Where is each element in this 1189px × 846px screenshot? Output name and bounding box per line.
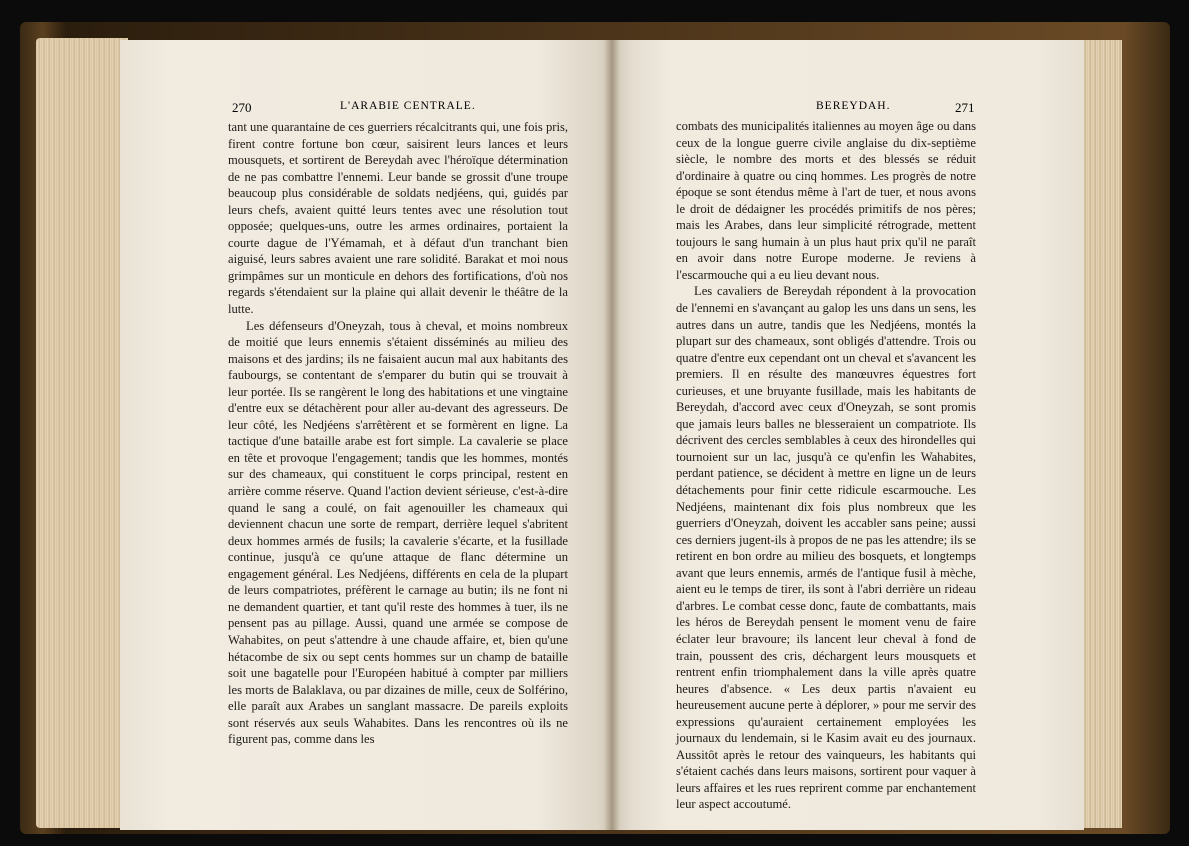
left-page-number: 270 [232,100,252,115]
right-page [612,40,1084,830]
right-paragraph-1: combats des municipalités italiennes au moyen âge ou dans ceux de la longue guerre civile anglaise du dix-septième siècle, le nombre des morts et des blessés se réduit d'ordinaire à quatre ou cinq hommes. Les progrès de notre époque se sont étendus même à l'art de tuer, et nous avons le droit de dédaigner les procédés primitifs de nos pères; mais les Arabes, dans leur simplicité rétrograde, mettent toujours le sang humain à un plus haut prix qu'il ne paraît en avoir dans notre Europe moderne. Je reviens à l'escarmouche qui a eu lieu devant nous. [676,119,976,282]
left-page-edges [36,38,128,828]
left-page-body [228,119,568,748]
right-page-number: 271 [955,100,975,115]
right-paragraph-2: Les cavaliers de Bereydah répondent à la provocation de l'ennemi en s'avançant au galop les uns dans un sens, les autres dans un autre, tandis que les Nedjéens, montés la plupart sur des chameaux, sont obligés d'attendre. Trois ou quatre d'entre eux cependant ont un cheval et s'avancent les premiers. Il en résulte des manœuvres équestres fort curieuses, et une bruyante fusillade, mais les habitants de Bereydah, d'accord avec ceux d'Oneyzah, se sont promis que jamais leurs balles ne blesseraient un compatriote. Ils décrivent des cercles semblables à ceux des hirondelles qui tournoient sur un lac, jusqu'à ce qu'enfin les Wahabites, perdant patience, se décident à mettre en ligne un de leurs détachements pour finir cette ridicule escarmouche. Les Nedjéens, maintenant dix fois plus nombreux que les guerriers d'Oneyzah, doivent les accabler sans peine; aussi ces derniers jugent-ils à propos de ne pas les attendre; ils se retirent en bon ordre au milieu des bosquets, et longtemps avant que leurs ennemis, armés de l'antique fusil à mèche, aient eu le temps de tirer, ils sont à l'abri derrière un rideau d'arbres. Le combat cesse donc, faute de combattants, mais les héros de Bereydah pensent le moment venu de faire éclater leur bravoure; ils lancent leur cheval à fond de train, poussent des cris, déchargent leurs mousquets et rentrent enfin triomphalement dans la ville après quatre heures d'absence. « Les deux partis n'avaient eu heureusement aucune perte à déplorer, » pour me servir des expressions qu'auraient certainement employées les journaux du lendemain, si le Kasim avait eu des journaux. Aussitôt après le retour des vainqueurs, les habitants qui s'étaient cachés dans leurs maisons, sortirent pour vaquer à leurs affaires et les rues reprirent comme par enchantement leur aspect accoutumé. [676,284,976,812]
left-running-head: L'ARABIE CENTRALE. [340,100,476,112]
left-paragraph-2: Les défenseurs d'Oneyzah, tous à cheval, et moins nombreux de moitié que leurs ennemis s'étaient disséminés au milieu des maisons et des jardins; ils ne faisaient aucun mal aux habitants des faubourgs, se contentant de s'emparer du butin qui se trouvait à leur portée. Ils se rangèrent le long des habitations et une vingtaine d'entre eux se détachèrent pour aller au-devant des agresseurs. De leur côté, les Nedjéens s'arrêtèrent et se formèrent en ligne. La tactique d'une bataille arabe est fort simple. La cavalerie se place en tête et provoque l'engagement; tandis que les hommes, montés sur des chameaux, qui constituent le corps principal, restent en arrière comme réserve. Quand l'action devient sérieuse, c'est-à-dire quand le sang a coulé, on fait agenouiller les chameaux qui deviennent chacun une sorte de rempart, derrière lequel s'abritent deux hommes armés de fusils; la cavalerie s'écarte, et la fusillade continue, jusqu'à ce qu'une attaque de flanc détermine un engagement général. Les Nedjéens, différents en cela de la plupart de leurs compatriotes, préfèrent le carnage au butin; ils ne font ni ne demandent quartier, et tant qu'il reste des hommes à tuer, ils ne pensent pas au pillage. Aussi, quand une armée se compose de Wahabites, on peut s'attendre à une chaude affaire, et, bien qu'une hétacombe de six ou sept cents hommes sur un champ de bataille soit une bagatelle pour l'Européen habitué à compter par milliers les morts de Balaklava, ou par dizaines de mille, ceux de Solférino, elle paraît aux Arabes un sanglant massacre. De pareils exploits sont réservés aux seuls Wahabites. Dans les rencontres où ils ne figurent pas, comme dans les [228,318,568,747]
left-paragraph-1: tant une quarantaine de ces guerriers récalcitrants qui, une fois pris, firent contre fortune bon cœur, saisirent leurs lances et leurs mousquets, et sortirent de Bereydah avec l'héroïque détermination de ne pas combattre l'ennemi. Leur bande se grossit d'une troupe beaucoup plus considérable de soldats nedjéens, qui, guidés par leurs chefs, avaient quitté leurs tentes avec une résolution tout opposée; quelques-uns, outre les armes ordinaires, portaient la courte dague de l'Yémamah, et à défaut d'un tranchant bien aiguisé, leurs sabres avaient une rare solidité. Barakat et moi nous grimpâmes sur un monticule en dehors des fortifications, d'où nos regards s'étendaient sur la plaine qui allait devenir le théâtre de la lutte. [228,120,568,317]
right-page-edges [1082,40,1122,828]
book-gutter [604,40,620,830]
right-running-head: BEREYDAH. [816,100,891,112]
right-page-body [676,101,976,813]
left-page [120,40,612,830]
